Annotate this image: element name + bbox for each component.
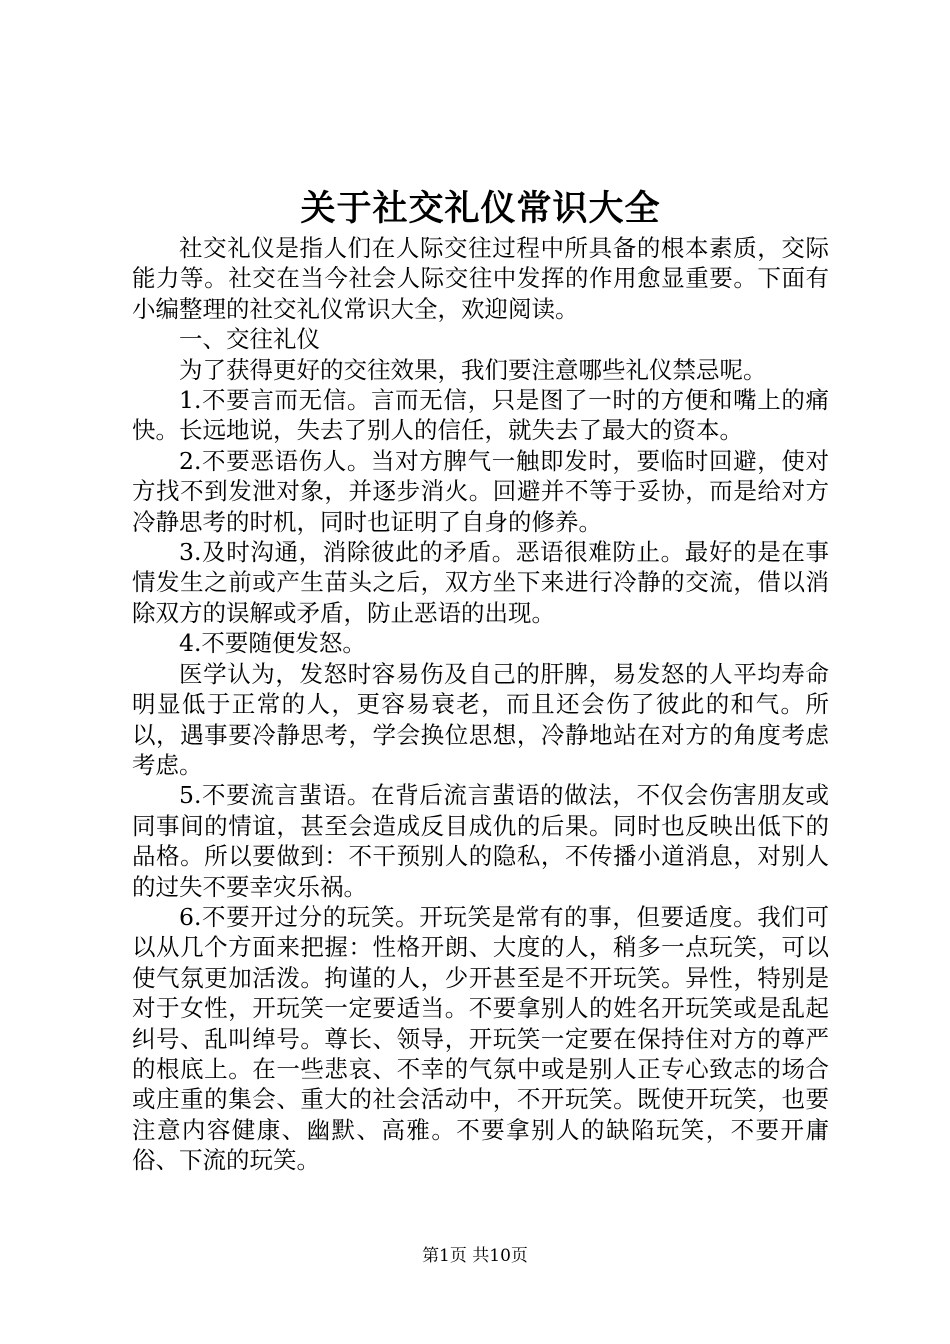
paragraph-item-1: 1.不要言而无信。言而无信，只是图了一时的方便和嘴上的痛快。长远地说，失去了别人的信任，就失去了最大的资本。	[132, 386, 829, 445]
paragraph-intro: 社交礼仪是指人们在人际交往过程中所具备的根本素质，交际能力等。社交在当今社会人际交往中发挥的作用愈显重要。下面有小编整理的社交礼仪常识大全，欢迎阅读。	[132, 234, 829, 323]
paragraph-item-4-detail: 医学认为，发怒时容易伤及自己的肝脾，易发怒的人平均寿命明显低于正常的人，更容易衰老，而且还会伤了彼此的和气。所以，遇事要冷静思考，学会换位思想，冷静地站在对方的角度考虑考虑。	[132, 659, 829, 779]
paragraph-item-2: 2.不要恶语伤人。当对方脾气一触即发时，要临时回避，使对方找不到发泄对象，并逐步消火。回避并不等于妥协，而是给对方冷静思考的时机，同时也证明了自身的修养。	[132, 446, 829, 536]
paragraph-item-5: 5.不要流言蜚语。在背后流言蜚语的做法，不仅会伤害朋友或同事间的情谊，甚至会造成反目成仇的后果。同时也反映出低下的品格。所以要做到：不干预别人的隐私，不传播小道消息，对别人的过失不要幸灾乐祸。	[132, 781, 829, 901]
paragraph-item-3: 3.及时沟通，消除彼此的矛盾。恶语很难防止。最好的是在事情发生之前或产生苗头之后，双方坐下来进行冷静的交流，借以消除双方的误解或矛盾，防止恶语的出现。	[132, 538, 829, 627]
document-page	[132, 185, 829, 1176]
paragraph-item-6: 6.不要开过分的玩笑。开玩笑是常有的事，但要适度。我们可以从几个方面来把握：性格开朗、大度的人，稍多一点玩笑，可以使气氛更加活泼。拘谨的人，少开甚至是不开玩笑。异性，特别是对于女性，开玩笑一定要适当。不要拿别人的姓名开玩笑或是乱起纠号、乱叫绰号。尊长、领导，开玩笑一定要在保持住对方的尊严的根底上。在一些悲哀、不幸的气氛中或是别人正专心致志的场合或庄重的集会、重大的社会活动中，不开玩笑。既使开玩笑，也要注意内容健康、幽默、高雅。不要拿别人的缺陷玩笑，不要开庸俗、下流的玩笑。	[132, 902, 829, 1175]
paragraph-item-4: 4.不要随便发怒。	[179, 629, 366, 658]
paragraph-taboo-intro: 为了获得更好的交往效果，我们要注意哪些礼仪禁忌呢。	[179, 355, 767, 384]
document-title: 关于社交礼仪常识大全	[300, 188, 661, 229]
page-footer: 第1页 共10页	[422, 1246, 528, 1266]
section-heading-etiquette: 一、交往礼仪	[179, 325, 320, 354]
